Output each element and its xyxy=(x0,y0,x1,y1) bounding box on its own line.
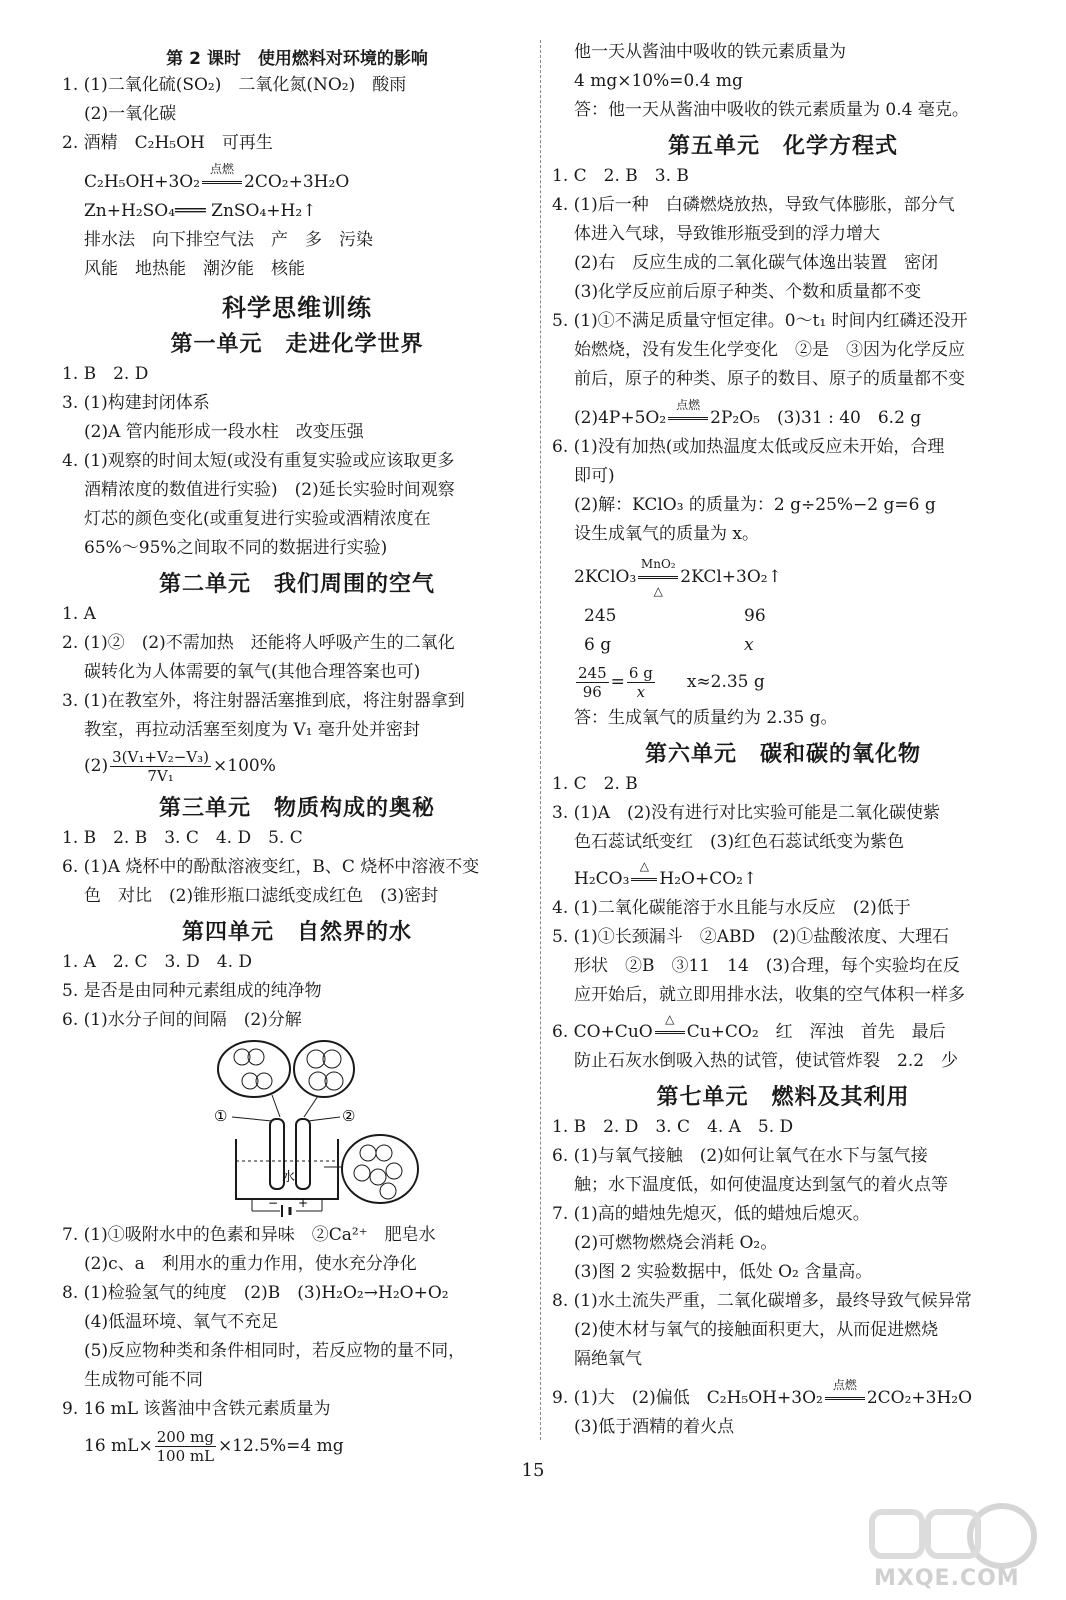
equation-h2co3: H₂CO₃ △ H₂O+CO₂↑ xyxy=(574,859,758,889)
answer-line: (2)可燃物燃烧会消耗 O₂。 xyxy=(574,1233,778,1253)
unit-title: 第六单元 碳和碳的氧化物 xyxy=(644,742,921,767)
answer-line: 5. (1)①长颈漏斗 ②ABD (2)①盐酸浓度、大理石 xyxy=(552,927,950,947)
answer-line: (3)图 2 实验数据中，低处 O₂ 含量高。 xyxy=(574,1262,873,1282)
answer-line: 3. (1)构建封闭体系 xyxy=(62,393,210,413)
answer-line: (2)A 管内能形成一段水柱 改变压强 xyxy=(84,422,364,442)
answer-line: 4. (1)后一种 白磷燃烧放热，导致气体膨胀，部分气 xyxy=(552,195,955,215)
answer-line: 2. 酒精 C₂H₅OH 可再生 xyxy=(62,133,273,153)
answer-line: 6. (1)水分子间的间隔 (2)分解 xyxy=(62,1010,302,1030)
answer-line: 灯芯的颜色变化(或重复进行实验或酒精浓度在 xyxy=(84,509,431,529)
label-tube-2: ② xyxy=(342,1107,356,1125)
right-column xyxy=(552,38,1014,1442)
answer-line: 风能 地热能 潮汐能 核能 xyxy=(84,259,305,279)
answer-line: 应开始后，就立即用排水法，收集的空气体积一样多 xyxy=(574,985,965,1005)
answer-line: 65%～95%之间取不同的数据进行实验) xyxy=(84,538,388,558)
answer-line: (4)低温环境、氧气不充足 xyxy=(84,1312,279,1332)
answer-line: (2)使木材与氧气的接触面积更大，从而促进燃烧 xyxy=(574,1320,939,1340)
column-divider xyxy=(540,40,541,1440)
answer-line: 6. (1)与氧气接触 (2)如何让氧气在水下与氢气接 xyxy=(552,1146,928,1166)
unit-title: 第七单元 燃料及其利用 xyxy=(656,1085,910,1110)
answer-line: 2. (1)② (2)不需加热 还能将人呼吸产生的二氧化 xyxy=(62,633,455,653)
equation-kclo3: 2KClO₃ MnO₂ △ 2KCl+3O₂↑ xyxy=(574,557,782,598)
answer-line: 始燃烧，没有发生化学变化 ②是 ③因为化学反应 xyxy=(574,340,965,360)
formula-line: (2) $\frac{\text{3(V₁+V₂−V₃)}}{\text{7V₁}}$ ×100% xyxy=(84,748,276,785)
page-number: 15 xyxy=(521,1460,545,1481)
unit-title: 第二单元 我们周围的空气 xyxy=(158,572,435,597)
answer-line: 即可) xyxy=(574,466,615,486)
answer-line: (5)反应物种类和条件相同时，若反应物的量不同， xyxy=(84,1341,466,1361)
answer-line: 触；水下温度低，如何使温度达到氢气的着火点等 xyxy=(574,1175,948,1195)
answer-line: 色 对比 (2)锥形瓶口滤纸变成红色 (3)密封 xyxy=(84,886,439,906)
ratio-line: $\frac{245}{96}$ = $\frac{6 g}{x}$ x≈2.35 g xyxy=(578,664,765,701)
answer-line: 酒精浓度的数值进行实验) (2)延长实验时间观察 xyxy=(84,480,455,500)
unit-title: 第三单元 物质构成的奥秘 xyxy=(158,796,435,821)
answer-line: (2)c、a 利用水的重力作用，使水充分净化 xyxy=(84,1254,417,1274)
answer-line: 4. (1)观察的时间太短(或没有重复实验或应该取更多 xyxy=(62,451,455,471)
answer-line: (3)低于酒精的着火点 xyxy=(574,1417,735,1437)
answer-line: 答：他一天从酱油中吸收的铁元素质量为 0.4 毫克。 xyxy=(574,100,969,120)
answer-line: (3)化学反应前后原子种类、个数和质量都不变 xyxy=(574,282,922,302)
answer-line: 1. A 2. C 3. D 4. D xyxy=(62,952,253,972)
answer-line: 生成物可能不同 xyxy=(84,1370,203,1390)
answer-line: (2)一氧化碳 xyxy=(84,104,177,124)
answer-line: 排水法 向下排空气法 产 多 污染 xyxy=(84,230,373,250)
answer-line: 4. (1)二氧化碳能溶于水且能与水反应 (2)低于 xyxy=(552,898,911,918)
answer-line: 前后，原子的种类、原子的数目、原子的质量都不变 xyxy=(574,369,965,389)
answer-line: 6. (1)A 烧杯中的酚酞溶液变红，B、C 烧杯中溶液不变 xyxy=(62,857,480,877)
answer-line: 隔绝氧气 xyxy=(574,1349,642,1369)
answer-line: 1. B 2. D xyxy=(62,364,149,384)
answer-line: 设生成氧气的质量为 x。 xyxy=(574,524,759,544)
calc-row: 6 g x xyxy=(584,635,754,655)
answer-line: 4 mg×10%=0.4 mg xyxy=(574,71,743,91)
equation-cuo: 6. CO+CuO △ Cu+CO₂ 红 浑浊 首先 最后 xyxy=(552,1012,946,1042)
answer-line: 色石蕊试纸变红 (3)红色石蕊试纸变为紫色 xyxy=(574,832,905,852)
answer-line: 1. B 2. B 3. C 4. D 5. C xyxy=(62,828,303,848)
label-tube-1: ① xyxy=(214,1107,228,1125)
label-minus: − xyxy=(268,1196,279,1210)
answer-line: 6. (1)没有加热(或加热温度太低或反应未开始，合理 xyxy=(552,437,945,457)
equation-ethanol-2: 9. (1)大 (2)偏低 C₂H₅OH+3O₂ 点燃 2CO₂+3H₂O xyxy=(552,1378,973,1408)
answer-line: 8. (1)水土流失严重，二氧化碳增多，最终导致气候异常 xyxy=(552,1291,972,1311)
fraction: $\frac{\text{3(V₁+V₂−V₃)}}{\text{7V₁}}$ xyxy=(112,748,210,785)
label-plus: + xyxy=(298,1196,309,1210)
answer-line: 他一天从酱油中吸收的铁元素质量为 xyxy=(574,42,846,62)
answer-line: 1. A xyxy=(62,604,96,624)
formula-line: 16 mL× $\frac{200 mg}{100 mL}$ ×12.5%=4 mg xyxy=(84,1428,344,1465)
answer-line: 3. (1)在教室外，将注射器活塞推到底，将注射器拿到 xyxy=(62,691,465,711)
answer-line: (2)解：KClO₃ 的质量为：2 g÷25%−2 g=6 g xyxy=(574,495,936,515)
answer-line: 7. (1)高的蜡烛先熄灭，低的蜡烛后熄灭。 xyxy=(552,1204,870,1224)
answer-line: 1. B 2. D 3. C 4. A 5. D xyxy=(552,1117,794,1137)
answer-line: 5. 是否是由同种元素组成的纯净物 xyxy=(62,981,322,1001)
answer-line: 1. C 2. B 3. B xyxy=(552,166,689,186)
unit-title: 第五单元 化学方程式 xyxy=(667,134,898,159)
answer-line: 5. (1)①不满足质量守恒定律。0～t₁ 时间内红磷还没开 xyxy=(552,311,968,331)
answer-line: 1. (1)二氧化硫(SO₂) 二氧化氮(NO₂) 酸雨 xyxy=(62,75,407,95)
equation-ethanol: C₂H₅OH+3O₂ 点燃 2CO₂+3H₂O xyxy=(84,162,350,192)
answer-line: 体进入气球，导致锥形瓶受到的浮力增大 xyxy=(574,224,880,244)
lesson-title: 第 2 课时 使用燃料对环境的影响 xyxy=(166,49,428,69)
answer-line: 9. 16 mL 该酱油中含铁元素质量为 xyxy=(62,1399,331,1419)
answer-line: 形状 ②B ③11 14 (3)合理，每个实验均在反 xyxy=(574,956,960,976)
answer-line: 3. (1)A (2)没有进行对比实验可能是二氧化碳使紫 xyxy=(552,803,941,823)
answer-line: 防止石灰水倒吸入热的试管，使试管炸裂 2.2 少 xyxy=(574,1051,959,1071)
unit-title: 第四单元 自然界的水 xyxy=(181,920,412,945)
section-title: 科学思维训练 xyxy=(222,294,372,322)
equation-zinc: Zn+H₂SO₄═══ ZnSO₄+H₂↑ xyxy=(84,201,317,221)
equation-phosphorus: (2)4P+5O₂ 点燃 2P₂O₅ (3)31 : 40 6.2 g xyxy=(574,398,922,428)
unit-title: 第一单元 走进化学世界 xyxy=(170,332,424,357)
answer-line: 答：生成氧气的质量约为 2.35 g。 xyxy=(574,708,838,728)
answer-line: (2)右 反应生成的二氧化碳气体逸出装置 密闭 xyxy=(574,253,939,273)
answer-line: 教室，再拉动活塞至刻度为 V₁ 毫升处并密封 xyxy=(84,720,420,740)
watermark-text: MXQE.COM xyxy=(874,1566,1020,1591)
fraction: $\frac{200 mg}{100 mL}$ xyxy=(156,1428,215,1465)
left-column xyxy=(62,38,532,1468)
answer-line: 1. C 2. B xyxy=(552,774,638,794)
answer-line: 7. (1)①吸附水中的色素和异味 ②Ca²⁺ 肥皂水 xyxy=(62,1225,436,1245)
answer-line: 8. (1)检验氢气的纯度 (2)B (3)H₂O₂→H₂O+O₂ xyxy=(62,1283,449,1303)
electrolysis-diagram xyxy=(212,1039,422,1217)
label-water: 水 xyxy=(282,1170,296,1185)
answer-line: 碳转化为人体需要的氧气(其他合理答案也可) xyxy=(84,662,421,682)
calc-row: 245 96 xyxy=(584,606,766,626)
